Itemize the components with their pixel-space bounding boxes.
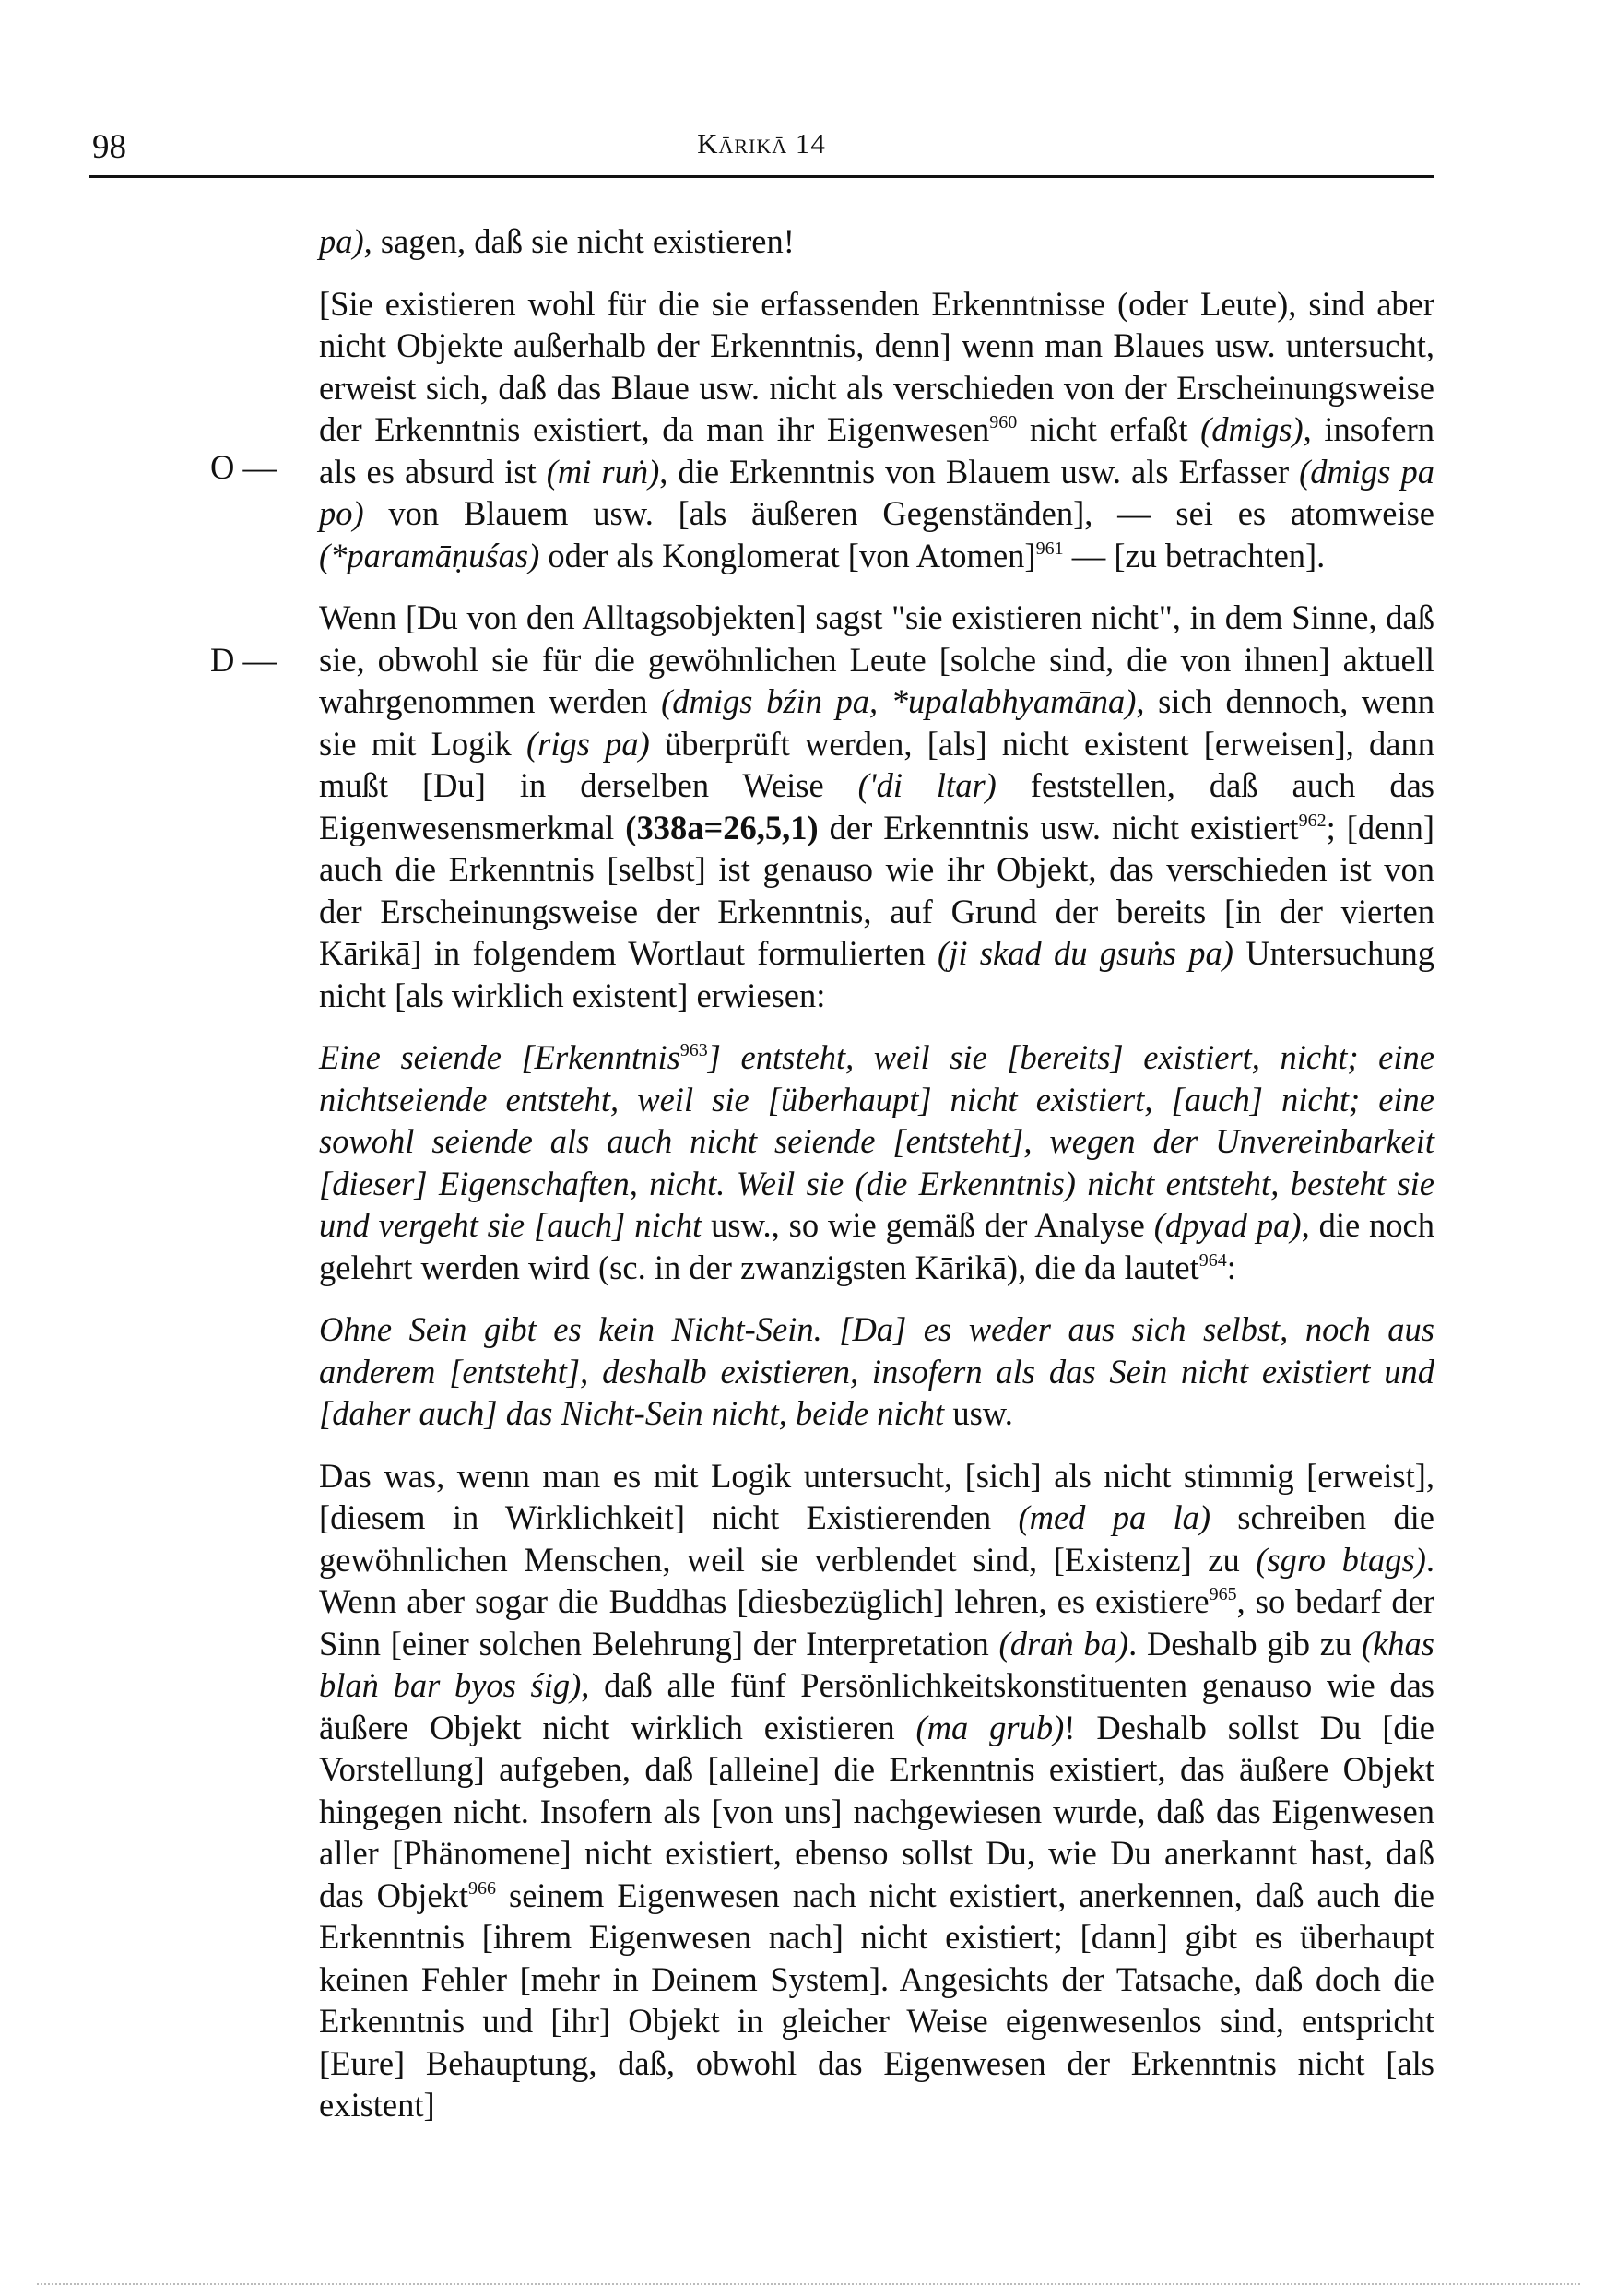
paragraph-quotation-1: Eine seiende [Erkenntnis$^{963}$] entsteht, weil sie [bereits] existiert, nicht; eine nichtseiende entsteht, weil sie [überhaupt] nicht existiert, [auch] nicht; eine sowohl seiende als auch nicht seiende [entsteht], wegen der Unvereinbarkeit [dieser] Eigenschaften, nicht. Weil sie (die Erkenntnis) nicht entsteht, besteht sie und vergeht sie [auch] nicht usw., so wie gemäß der Analyse (dpyad pa), die noch gelehrt werden wird (sc. in der zwanzigsten Kārikā), die da lautet$^{964}$: <box>319 1038 1435 1286</box>
page-header <box>89 127 1434 178</box>
page-number: 98 <box>92 128 126 166</box>
paragraph-defender: Wenn [Du von den Alltagsobjekten] sagst "sie existieren nicht", in dem Sinne, daß sie, obwohl sie für die gewöhnlichen Leute [solche sind, die von ihnen] aktuell wahrgenommen werden (dmigs bźin pa, *upalabhyamāna), sich dennoch, wenn sie mit Logik (rigs pa) überprüft werden, [als] nicht existent [erweisen], dann mußt [Du] in derselben Weise ('di ltar) feststellen, daß auch das Eigenwesensmerkmal (338a=26,5,1) der Erkenntnis usw. nicht existiert$^{962}$; [denn] auch die Erkenntnis [selbst] ist genauso wie ihr Objekt, das verschieden ist von der Erscheinungsweise der Erkenntnis, auf Grund der bereits [in der vierten Kārikā] in folgendem Wortlaut formulierten (ji skad du gsuṅs pa) Untersuchung nicht [als wirklich existent] erwiesen: <box>319 598 1435 1014</box>
scan-edge-divider <box>37 2283 1580 2285</box>
speaker-label-d: D — <box>210 641 277 679</box>
speaker-label-o: O — <box>210 448 277 486</box>
footnote-ref: 964 <box>1198 1249 1227 1271</box>
footnote-ref: 965 <box>1209 1584 1237 1604</box>
paragraph-conclusion: Das was, wenn man es mit Logik untersucht, [sich] als nicht stimmig [erweist], [diesem in Wirklichkeit] nicht Existierenden (med pa la) schreiben die gewöhnlichen Menschen, weil sie verblendet sind, [Existenz] zu (sgro btags). Wenn aber sogar die Buddhas [diesbezüglich] lehren, es existiere$^{965}$, so bedarf der Sinn [einer solchen Belehrung] der Interpretation (draṅ ba). Deshalb gib zu (khas blaṅ bar byos śig), daß alle fünf Persönlichkeitskonstituenten genauso wie das äußere Objekt nicht wirklich existieren (ma grub)! Deshalb sollst Du [die Vorstellung] aufgeben, daß [alleine] die Erkenntnis existiert, das äußere Objekt hingegen nicht. Insofern als [von uns] nachgewiesen wurde, daß das Eigenwesen aller [Phänomene] nicht existiert, ebenso sollst Du, wie Du anerkannt hast, daß das Objekt$^{966}$ seinem Eigenwesen nach nicht existiert, anerkennen, daß auch die Erkenntnis [ihrem Eigenwesen nach] nicht existiert; [dann] gibt es überhaupt keinen Fehler [mehr in Deinem System]. Angesichts der Tatsache, daß doch die Erkenntnis und [ihr] Objekt in gleicher Weise eigenwesenlos sind, entspricht [Eure] Behauptung, daß, obwohl das Eigenwesen der Erkenntnis nicht [als existent] <box>319 1456 1435 2124</box>
footnote-ref: 961 <box>1035 538 1064 559</box>
main-text <box>319 220 1434 2126</box>
running-title: Kārikā 14 <box>697 127 826 160</box>
footnote-ref: 966 <box>468 1877 497 1899</box>
paragraph-opponent: [Sie existieren wohl für die sie erfassenden Erkenntnisse (oder Leute), sind aber nicht Objekte außerhalb der Erkenntnis, denn] wenn man Blaues usw. untersucht, erweist sich, daß das Blaue usw. nicht als verschieden von der Erscheinungsweise der Erkenntnis existiert, da man ihr Eigenwesen$^{960}$ nicht erfaßt (dmigs), insofern als es absurd ist (mi ruṅ), die Erkenntnis von Blauem usw. als Erfasser (dmigs pa po) von Blauem usw. [als äußeren Gegenständen], — sei es atomweise (*paramāṇuśas) oder als Konglomerat [von Atomen]$^{961}$ — [zu betrachten]. <box>319 284 1435 574</box>
footnote-ref: 962 <box>1298 810 1327 831</box>
paragraph-continuation: pa), sagen, daß sie nicht existieren! <box>319 222 795 260</box>
page-reference: (338a=26,5,1) <box>625 808 819 846</box>
paragraph-quotation-2: Ohne Sein gibt es kein Nicht-Sein. [Da] es weder aus sich selbst, noch aus anderem [entsteht], deshalb existieren, insofern als das Sein nicht existiert und [daher auch] das Nicht-Sein nicht, beide nicht usw. <box>319 1310 1434 1432</box>
footnote-ref: 960 <box>989 412 1018 432</box>
footnote-ref: 963 <box>679 1040 708 1060</box>
